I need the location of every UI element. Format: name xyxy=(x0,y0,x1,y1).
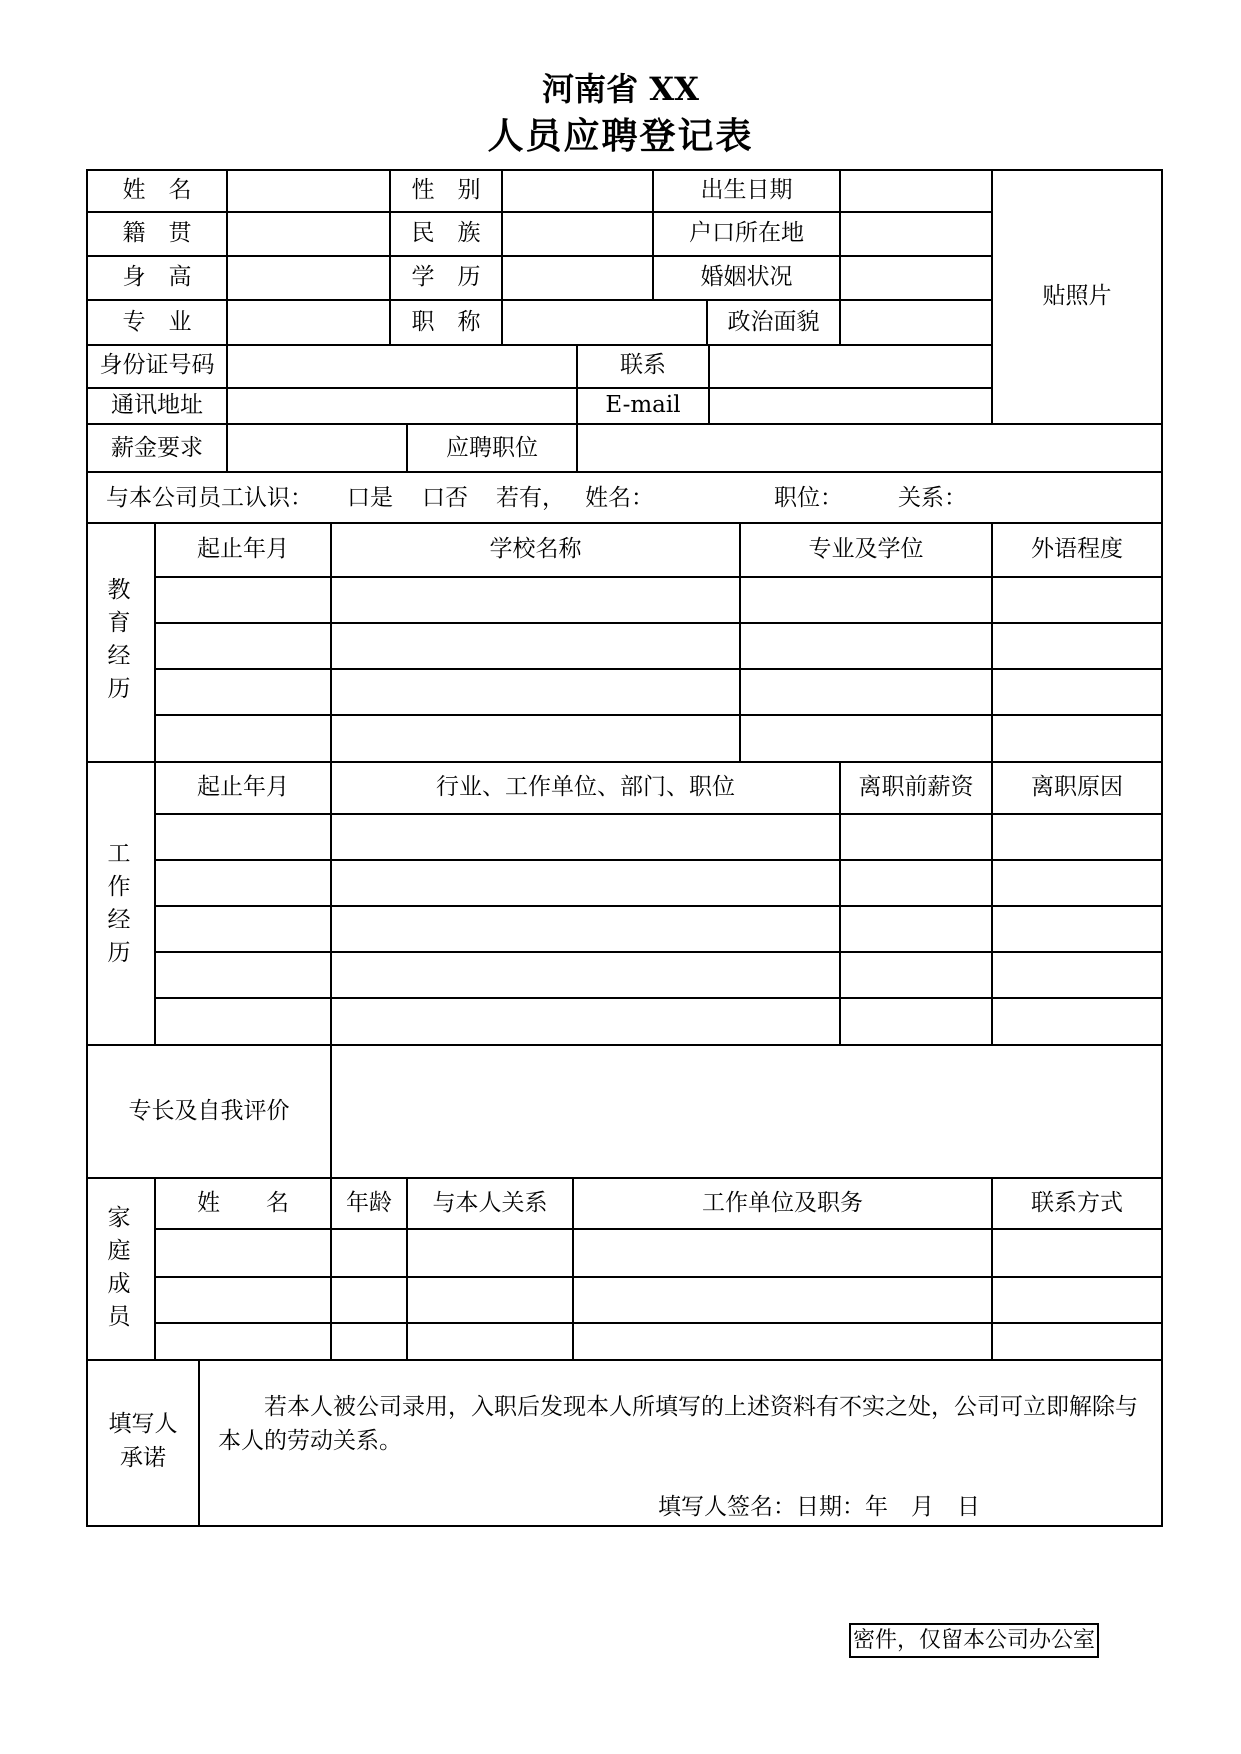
self-evaluation-label: 专长及自我评价 xyxy=(128,1098,290,1124)
pledge-label-line2: 承诺 xyxy=(120,1445,166,1471)
address-field[interactable] xyxy=(229,390,575,422)
label-major: 专 业 xyxy=(122,309,192,335)
acquaintance-relation-label: 关系： xyxy=(898,485,967,511)
edu-col-language: 外语程度 xyxy=(1031,536,1123,562)
label-gender: 性 别 xyxy=(411,177,481,203)
family-col-employer: 工作单位及职务 xyxy=(702,1190,863,1216)
label-marital-status: 婚姻状况 xyxy=(700,264,793,290)
salary-expectation-field[interactable] xyxy=(229,426,405,470)
acquaintance-if-yes: 若有， xyxy=(496,485,565,511)
label-political-status: 政治面貌 xyxy=(727,309,820,335)
political-status-field[interactable] xyxy=(842,302,990,343)
year-label: 年 xyxy=(865,1494,888,1520)
day-label: 日 xyxy=(957,1494,980,1520)
label-height: 身 高 xyxy=(122,264,192,290)
label-id-number: 身份证号码 xyxy=(99,352,215,378)
form-title-province: 河南省 XX xyxy=(542,70,699,108)
id-number-field[interactable] xyxy=(229,347,575,386)
marital-status-field[interactable] xyxy=(842,258,990,298)
native-place-field[interactable] xyxy=(229,214,388,254)
name-field[interactable] xyxy=(229,172,388,210)
date-label: 日期： xyxy=(796,1494,865,1520)
edu-col-school: 学校名称 xyxy=(489,536,582,562)
work-col-employer: 行业、工作单位、部门、职位 xyxy=(436,774,735,800)
acquaintance-question: 与本公司员工认识： xyxy=(106,485,313,511)
label-position-applied: 应聘职位 xyxy=(446,435,538,461)
label-ethnicity: 民 族 xyxy=(411,220,481,246)
email-field[interactable] xyxy=(711,390,990,422)
household-location-field[interactable] xyxy=(842,214,990,254)
contact-field[interactable] xyxy=(711,347,990,386)
pledge-label-line1: 填写人 xyxy=(108,1411,178,1437)
ethnicity-field[interactable] xyxy=(504,214,651,254)
education-field[interactable] xyxy=(504,258,651,298)
major-field[interactable] xyxy=(229,302,388,343)
family-col-contact: 联系方式 xyxy=(1031,1190,1123,1216)
work-section-label: 工 作 经 历 xyxy=(107,841,131,966)
position-applied-field[interactable] xyxy=(579,426,1160,470)
photo-placeholder[interactable]: 贴照片 xyxy=(1042,283,1112,309)
label-contact: 联系 xyxy=(620,352,666,378)
acquaintance-no-checkbox[interactable]: 口否 xyxy=(422,485,468,511)
label-education: 学 历 xyxy=(411,264,481,290)
height-field[interactable] xyxy=(229,258,388,298)
month-label: 月 xyxy=(911,1494,934,1520)
acquaintance-name-label: 姓名： xyxy=(585,485,654,511)
label-email: E-mail xyxy=(605,392,681,418)
edu-col-period: 起止年月 xyxy=(197,536,289,562)
label-salary-expectation: 薪金要求 xyxy=(111,435,203,461)
work-col-prev-salary: 离职前薪资 xyxy=(858,774,974,800)
gender-field[interactable] xyxy=(504,172,651,210)
form-title: 人员应聘登记表 xyxy=(487,115,754,157)
acquaintance-yes-checkbox[interactable]: 口是 xyxy=(347,485,393,511)
edu-col-major-degree: 专业及学位 xyxy=(808,536,924,562)
label-native-place: 籍 贯 xyxy=(122,220,192,246)
family-col-age: 年龄 xyxy=(346,1190,392,1216)
education-section-label: 教 育 经 历 xyxy=(107,577,131,702)
family-section-label: 家 庭 成 员 xyxy=(107,1205,131,1330)
label-birth-date: 出生日期 xyxy=(700,177,793,203)
work-col-leave-reason: 离职原因 xyxy=(1031,774,1123,800)
label-name: 姓 名 xyxy=(122,177,192,203)
acquaintance-position-label: 职位： xyxy=(774,485,843,511)
family-col-name: 姓 名 xyxy=(197,1190,289,1216)
signature-line xyxy=(658,1493,980,1522)
work-col-period: 起止年月 xyxy=(197,774,289,800)
confidential-notice: 密件，仅留本公司办公室 xyxy=(849,1623,1099,1658)
self-evaluation-field[interactable] xyxy=(333,1047,1160,1176)
pledge-text: 若本人被公司录用，入职后发现本人所填写的上述资料有不实之处，公司可立即解除与本人的劳动关系。 xyxy=(218,1394,1138,1454)
title-field[interactable] xyxy=(504,302,705,343)
label-household-location: 户口所在地 xyxy=(689,220,804,246)
label-title: 职 称 xyxy=(411,309,481,335)
label-address: 通讯地址 xyxy=(111,392,203,418)
family-col-relation: 与本人关系 xyxy=(432,1190,548,1216)
birth-date-field[interactable] xyxy=(842,172,990,210)
signature-label: 填写人签名： xyxy=(658,1494,796,1520)
